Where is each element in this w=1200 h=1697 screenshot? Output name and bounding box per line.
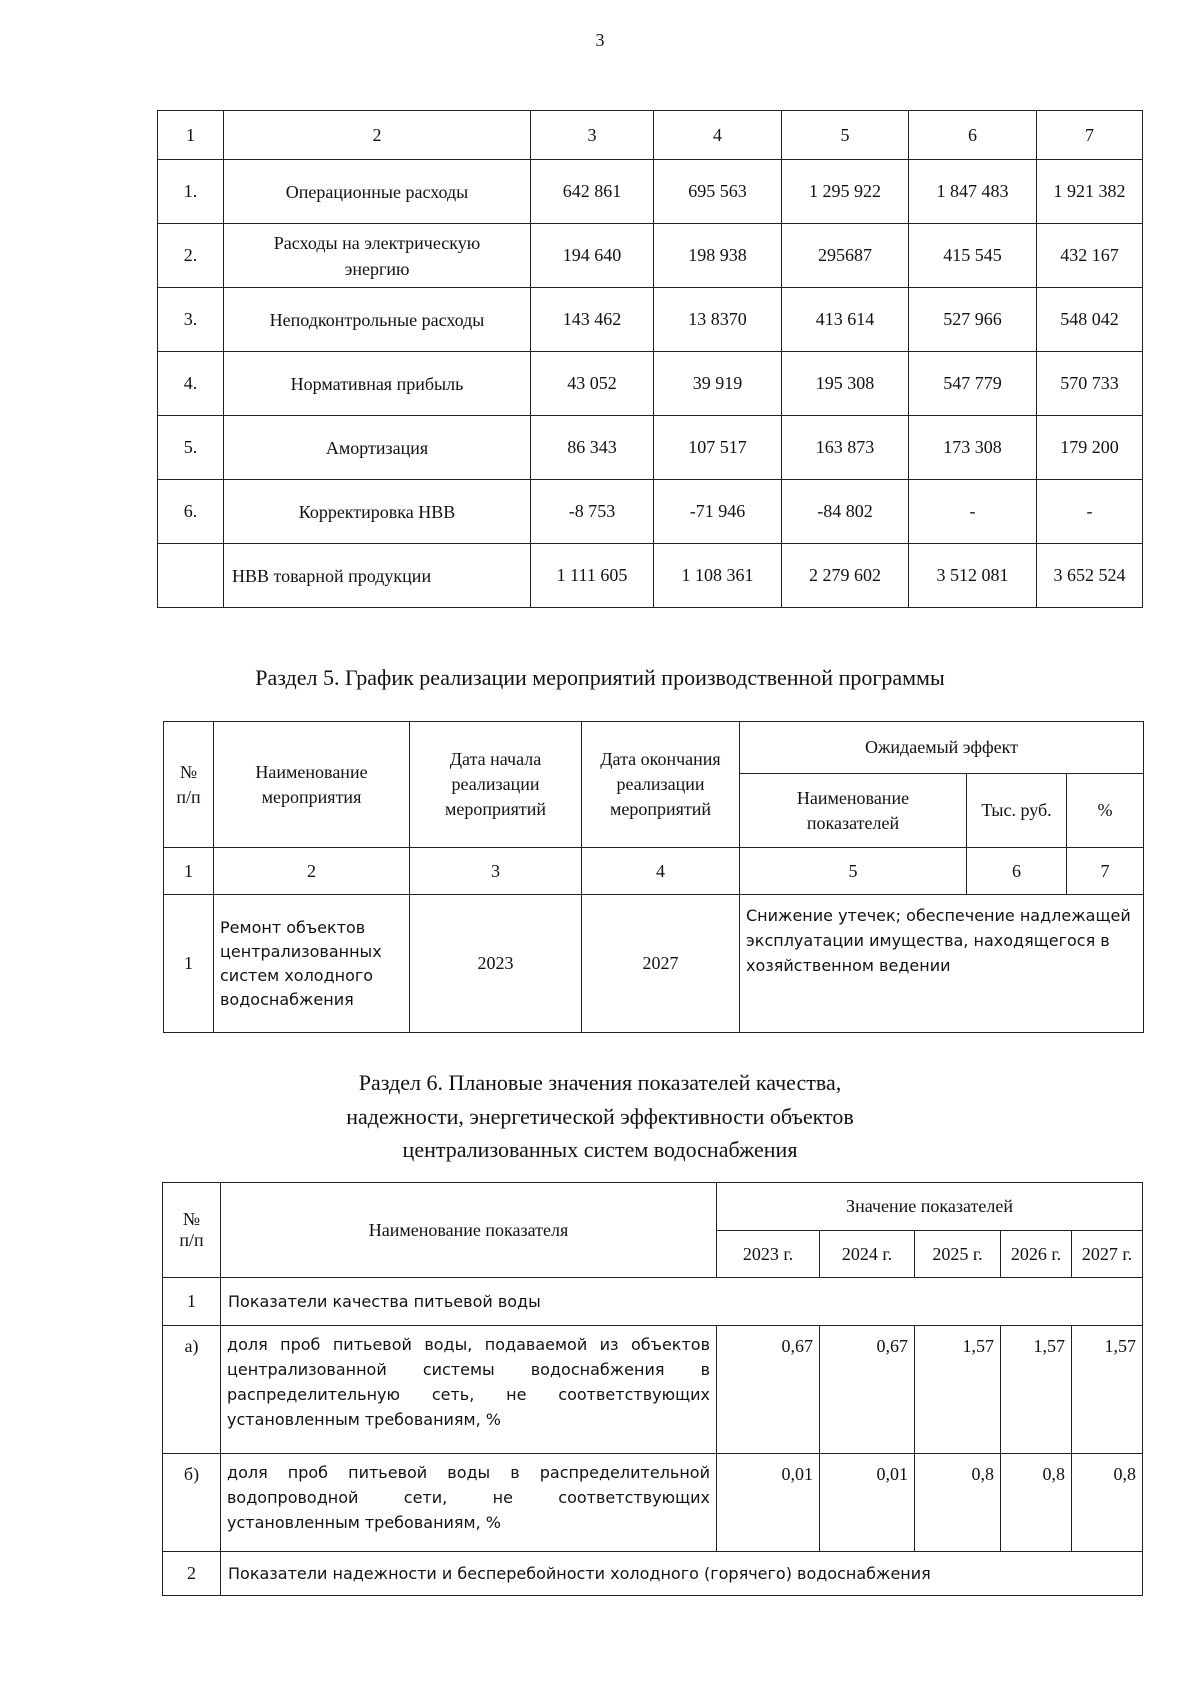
cell-value: 0,01 bbox=[820, 1454, 915, 1552]
year-header: 2026 г. bbox=[1001, 1231, 1072, 1278]
section6-title-line: Раздел 6. Плановые значения показателей качества, bbox=[358, 1070, 842, 1095]
cell-value: 0,8 bbox=[1001, 1454, 1072, 1552]
table-header-row bbox=[158, 111, 1143, 160]
cell-value: 548 042 bbox=[1037, 288, 1143, 352]
group-row bbox=[163, 1278, 1143, 1326]
table-row bbox=[158, 160, 1143, 224]
cell-value: 1 921 382 bbox=[1037, 160, 1143, 224]
cell-value: 1 847 483 bbox=[909, 160, 1037, 224]
col-number: 5 bbox=[782, 111, 909, 160]
cell-value: 198 938 bbox=[654, 224, 782, 288]
cell-value: 2 279 602 bbox=[782, 544, 909, 608]
row-name: Корректировка НВВ bbox=[224, 480, 531, 544]
col-number: 2 bbox=[214, 848, 410, 895]
indicator-name: доля проб питьевой воды, подаваемой из объектов централизованной системы водоснабжения в распределительную сеть, не соответствующих установленным требованиям, % bbox=[221, 1326, 717, 1454]
row-number: б) bbox=[163, 1454, 221, 1552]
col-number: 4 bbox=[654, 111, 782, 160]
col-number: 7 bbox=[1067, 848, 1144, 895]
col-number: 4 bbox=[582, 848, 740, 895]
table-header-row bbox=[163, 1183, 1143, 1231]
expenses-table bbox=[157, 110, 1143, 608]
year-header: 2025 г. bbox=[915, 1231, 1001, 1278]
header-values: Значение показателей bbox=[717, 1183, 1143, 1231]
col-number: 1 bbox=[158, 111, 224, 160]
indicators-table bbox=[162, 1182, 1143, 1596]
table-row bbox=[158, 224, 1143, 288]
header-start: Дата начала реализации мероприятий bbox=[410, 722, 582, 848]
table-header-row bbox=[164, 722, 1144, 774]
row-name: НВВ товарной продукции bbox=[224, 544, 531, 608]
cell-value: 43 052 bbox=[531, 352, 654, 416]
cell-value: 107 517 bbox=[654, 416, 782, 480]
page-number: 3 bbox=[595, 30, 605, 50]
cell-value: 13 8370 bbox=[654, 288, 782, 352]
cell-value: 1 111 605 bbox=[531, 544, 654, 608]
cell-value: 194 640 bbox=[531, 224, 654, 288]
header-effect: Ожидаемый эффект bbox=[740, 722, 1144, 774]
cell-value: 570 733 bbox=[1037, 352, 1143, 416]
cell-value: 3 652 524 bbox=[1037, 544, 1143, 608]
section6-title-line: централизованных систем водоснабжения bbox=[402, 1137, 798, 1162]
row-number: 1 bbox=[164, 895, 214, 1033]
cell-value: 173 308 bbox=[909, 416, 1037, 480]
group-number: 2 bbox=[163, 1552, 221, 1596]
row-name: Неподконтрольные расходы bbox=[224, 288, 531, 352]
row-number bbox=[158, 544, 224, 608]
cell-value: 86 343 bbox=[531, 416, 654, 480]
activity-name: Ремонт объектов централизованных систем холодного водоснабжения bbox=[214, 895, 410, 1033]
group-row bbox=[163, 1552, 1143, 1596]
table-row bbox=[158, 416, 1143, 480]
cell-value: -71 946 bbox=[654, 480, 782, 544]
header-end: Дата окончания реализации мероприятий bbox=[582, 722, 740, 848]
cell-value: 295687 bbox=[782, 224, 909, 288]
section5-title: Раздел 5. График реализации мероприятий производственной программы bbox=[255, 665, 945, 690]
col-number: 3 bbox=[410, 848, 582, 895]
col-number: 3 bbox=[531, 111, 654, 160]
section6-title-line: надежности, энергетической эффективности объектов bbox=[346, 1104, 854, 1129]
year-header: 2024 г. bbox=[820, 1231, 915, 1278]
table-row bbox=[158, 352, 1143, 416]
cell-value: 1,57 bbox=[915, 1326, 1001, 1454]
cell-value: 1 108 361 bbox=[654, 544, 782, 608]
cell-value: 415 545 bbox=[909, 224, 1037, 288]
cell-value: -8 753 bbox=[531, 480, 654, 544]
cell-value: 527 966 bbox=[909, 288, 1037, 352]
year-header: 2023 г. bbox=[717, 1231, 820, 1278]
cell-value: 547 779 bbox=[909, 352, 1037, 416]
col-numbers-row bbox=[164, 848, 1144, 895]
expected-effect: Снижение утечек; обеспечение надлежащей эксплуатации имущества, находящегося в хозяйственном ведении bbox=[740, 895, 1144, 1033]
start-year: 2023 bbox=[410, 895, 582, 1033]
col-number: 6 bbox=[967, 848, 1067, 895]
schedule-table bbox=[163, 721, 1144, 1033]
row-number: 4. bbox=[158, 352, 224, 416]
header-rub: Тыс. руб. bbox=[967, 774, 1067, 848]
cell-value: 143 462 bbox=[531, 288, 654, 352]
table-row bbox=[158, 288, 1143, 352]
cell-value: 195 308 bbox=[782, 352, 909, 416]
col-number: 5 bbox=[740, 848, 967, 895]
row-name: Нормативная прибыль bbox=[224, 352, 531, 416]
cell-value: 0,8 bbox=[1072, 1454, 1143, 1552]
table-row bbox=[163, 1326, 1143, 1454]
col-number: 1 bbox=[164, 848, 214, 895]
header-num: № п/п bbox=[164, 722, 214, 848]
cell-value: 39 919 bbox=[654, 352, 782, 416]
year-header: 2027 г. bbox=[1072, 1231, 1143, 1278]
header-pct: % bbox=[1067, 774, 1144, 848]
row-name: Амортизация bbox=[224, 416, 531, 480]
cell-value: 163 873 bbox=[782, 416, 909, 480]
header-num: № п/п bbox=[163, 1183, 221, 1278]
cell-value: 413 614 bbox=[782, 288, 909, 352]
row-number: 1. bbox=[158, 160, 224, 224]
header-name: Наименование показателя bbox=[221, 1183, 717, 1278]
table-row-total bbox=[158, 544, 1143, 608]
table-row bbox=[164, 895, 1144, 1033]
cell-value: 432 167 bbox=[1037, 224, 1143, 288]
group-name: Показатели качества питьевой воды bbox=[221, 1278, 1143, 1326]
col-number: 2 bbox=[224, 111, 531, 160]
row-number: 6. bbox=[158, 480, 224, 544]
row-number: 2. bbox=[158, 224, 224, 288]
group-name: Показатели надежности и бесперебойности холодного (горячего) водоснабжения bbox=[221, 1552, 1143, 1596]
cell-value: 695 563 bbox=[654, 160, 782, 224]
cell-value: 642 861 bbox=[531, 160, 654, 224]
cell-value: 1,57 bbox=[1072, 1326, 1143, 1454]
cell-value: 1,57 bbox=[1001, 1326, 1072, 1454]
indicator-name: доля проб питьевой воды в распределительной водопроводной сети, не соответствующих установленным требованиям, % bbox=[221, 1454, 717, 1552]
header-name: Наименование мероприятия bbox=[214, 722, 410, 848]
table-row bbox=[163, 1454, 1143, 1552]
cell-value: 0,01 bbox=[717, 1454, 820, 1552]
cell-value: 0,8 bbox=[915, 1454, 1001, 1552]
cell-value: 0,67 bbox=[717, 1326, 820, 1454]
end-year: 2027 bbox=[582, 895, 740, 1033]
cell-value: -84 802 bbox=[782, 480, 909, 544]
row-name: Операционные расходы bbox=[224, 160, 531, 224]
cell-value: - bbox=[909, 480, 1037, 544]
cell-value: 0,67 bbox=[820, 1326, 915, 1454]
group-number: 1 bbox=[163, 1278, 221, 1326]
row-number: а) bbox=[163, 1326, 221, 1454]
row-number: 5. bbox=[158, 416, 224, 480]
row-name: Расходы на электрическую энергию bbox=[224, 224, 531, 288]
header-effect-name: Наименование показателей bbox=[740, 774, 967, 848]
table-row bbox=[158, 480, 1143, 544]
cell-value: 1 295 922 bbox=[782, 160, 909, 224]
row-number: 3. bbox=[158, 288, 224, 352]
cell-value: 3 512 081 bbox=[909, 544, 1037, 608]
col-number: 6 bbox=[909, 111, 1037, 160]
cell-value: 179 200 bbox=[1037, 416, 1143, 480]
col-number: 7 bbox=[1037, 111, 1143, 160]
cell-value: - bbox=[1037, 480, 1143, 544]
